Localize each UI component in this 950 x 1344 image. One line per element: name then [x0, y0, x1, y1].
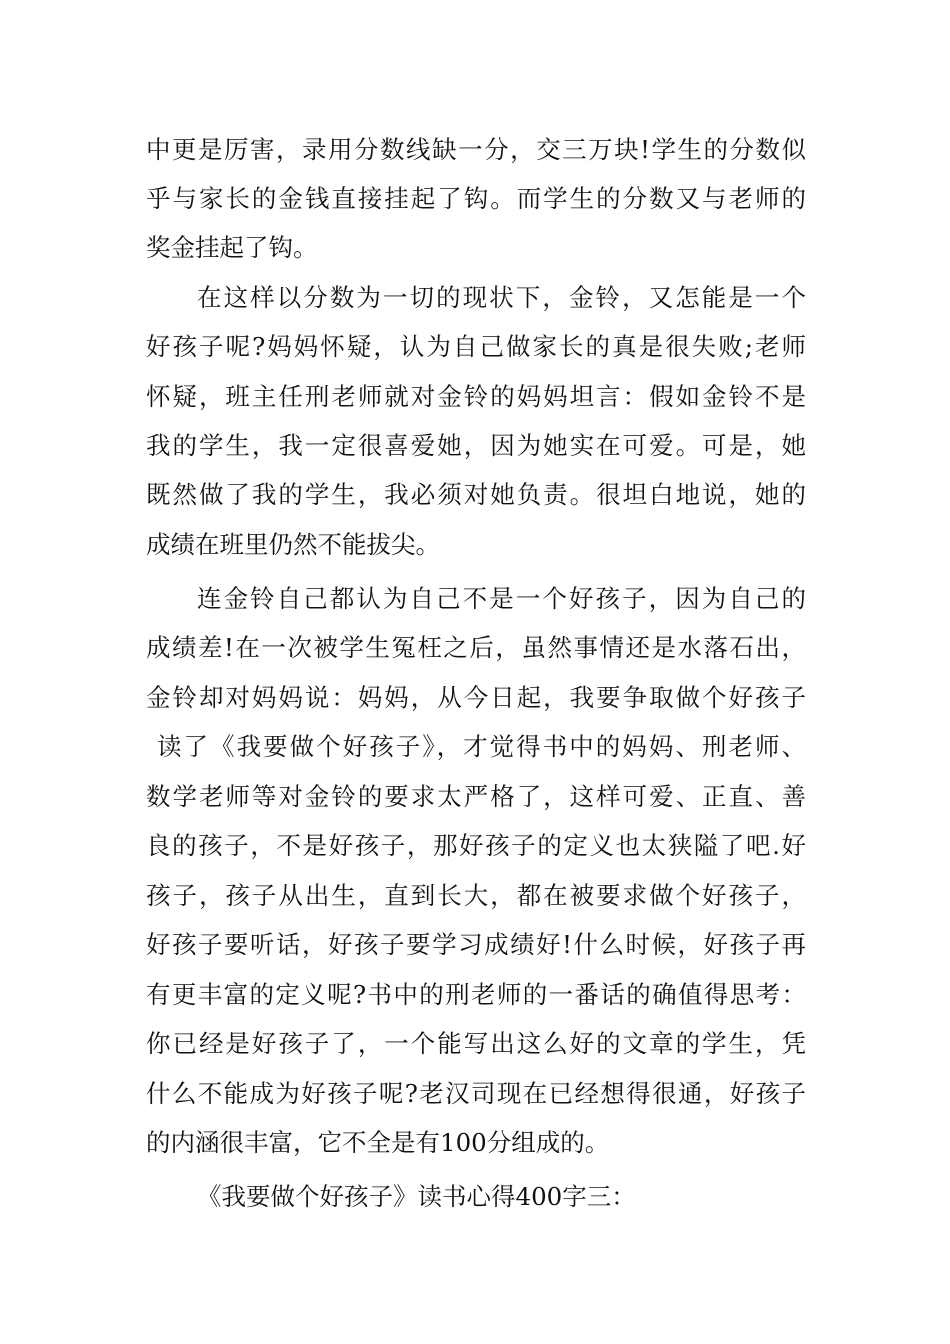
text-line: 好孩子要听话，好孩子要学习成绩好!什么时候，好孩子再 [146, 930, 806, 959]
text-line: 成绩差!在一次被学生冤枉之后，虽然事情还是水落石出， [146, 633, 806, 662]
text-line: 良的孩子，不是好孩子，那好孩子的定义也太狭隘了吧.好 [146, 831, 806, 860]
text-line: 读了《我要做个好孩子》，才觉得书中的妈妈、刑老师、 [157, 732, 806, 761]
text-line: 有更丰富的定义呢?书中的刑老师的一番话的确值得思考： [146, 980, 806, 1009]
text-line: 孩子，孩子从出生，直到长大，都在被要求做个好孩子， [146, 881, 806, 910]
text-line: 乎与家长的金钱直接挂起了钩。而学生的分数又与老师的 [146, 184, 806, 213]
text-line: 的内涵很丰富，它不全是有100分组成的。 [146, 1128, 610, 1157]
text-line: 数学老师等对金铃的要求太严格了，这样可爱、正直、善 [146, 782, 806, 811]
text-line: 奖金挂起了钩。 [146, 233, 318, 262]
text-line: 好孩子呢?妈妈怀疑，认为自己做家长的真是很失败;老师 [146, 332, 806, 361]
text-line: 什么不能成为好孩子呢?老汉司现在已经想得很通，好孩子 [146, 1079, 806, 1108]
text-line: 你已经是好孩子了，一个能写出这么好的文章的学生，凭 [146, 1029, 806, 1058]
text-line: 金铃却对妈妈说：妈妈，从今日起，我要争取做个好孩子 [146, 683, 806, 712]
section-heading: 《我要做个好孩子》读书心得400字三： [197, 1182, 636, 1211]
text-line: 中更是厉害，录用分数线缺一分，交三万块!学生的分数似 [146, 135, 806, 164]
paragraph-first-line: 连金铃自己都认为自己不是一个好孩子，因为自己的 [197, 584, 806, 613]
paragraph-first-line: 在这样以分数为一切的现状下，金铃，又怎能是一个 [197, 283, 806, 312]
text-line: 成绩在班里仍然不能拔尖。 [146, 530, 440, 559]
text-line: 怀疑，班主任刑老师就对金铃的妈妈坦言：假如金铃不是 [146, 382, 806, 411]
text-line: 我的学生，我一定很喜爱她，因为她实在可爱。可是，她 [146, 431, 806, 460]
text-line: 既然做了我的学生，我必须对她负责。很坦白地说，她的 [146, 480, 806, 509]
